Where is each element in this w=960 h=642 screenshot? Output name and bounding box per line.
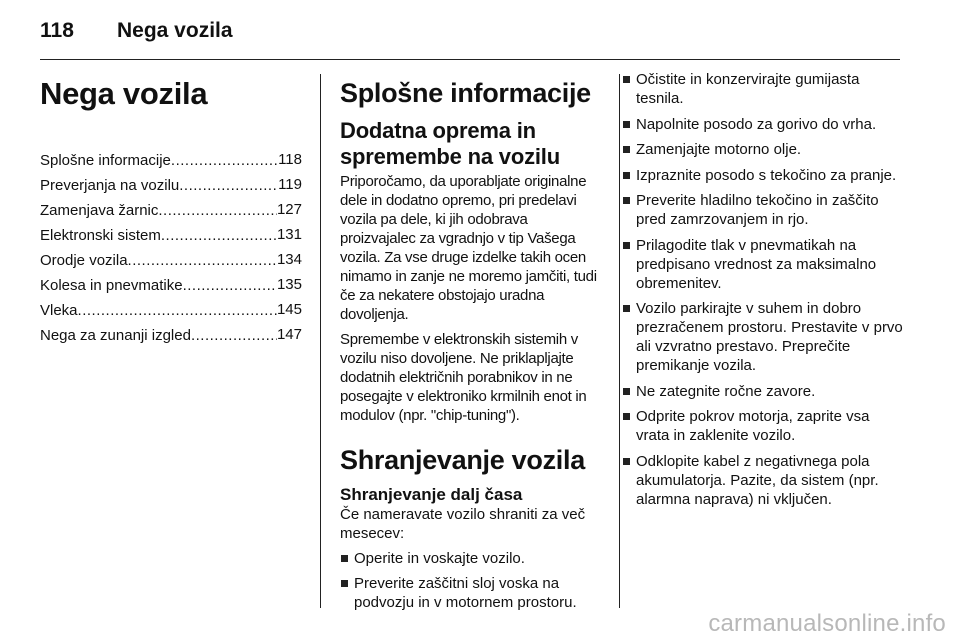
- list-item: Zamenjajte motorno olje.: [622, 140, 904, 159]
- column-divider-2: [619, 74, 620, 608]
- toc-leader: [78, 300, 277, 325]
- storage-checklist-part-2: [622, 70, 904, 509]
- toc-entry[interactable]: [40, 225, 302, 250]
- toc-leader: [183, 275, 277, 300]
- list-item: Očistite in konzervirajte gumijasta tesnila.: [622, 70, 904, 108]
- toc-entry-title: Zamenjava žarnic: [40, 202, 159, 219]
- list-item: Vozilo parkirajte v suhem in dobro prezračenem prostoru. Prestavite v prvo ali vzvratno prestavo. Preprečite premikanje vozila.: [622, 299, 904, 375]
- page-number: 118: [40, 19, 74, 42]
- toc-entry-title: Preverjanja na vozilu: [40, 177, 180, 194]
- list-item: Prilagodite tlak v pnevmatikah na predpisano vrednost za maksimalno obremenitev.: [622, 236, 904, 293]
- watermark: carmanualsonline.info: [708, 610, 946, 637]
- running-title: Nega vozila: [117, 19, 233, 42]
- toc-entry[interactable]: [40, 325, 302, 350]
- list-item: Ne zategnite ročne zavore.: [622, 382, 904, 401]
- list-item: Izpraznite posodo s tekočino za pranje.: [622, 166, 904, 185]
- list-item: Preverite hladilno tekočino in zaščito pred zamrzovanjem in rjo.: [622, 191, 904, 229]
- toc-entry-title: Kolesa in pnevmatike: [40, 277, 183, 294]
- toc-entry-page: 135: [276, 276, 302, 293]
- toc-entry[interactable]: [40, 300, 302, 325]
- content-column-1: [340, 70, 605, 618]
- list-item: Odklopite kabel z negativnega pola akumulatorja. Pazite, da sistem (npr. alarmna naprava) ni vključen.: [622, 452, 904, 509]
- toc-entry-title: Vleka: [40, 302, 78, 319]
- content-column-2: [622, 70, 904, 515]
- toc-entry-page: 131: [276, 226, 302, 243]
- paragraph-accessories: Priporočamo, da uporabljate originalne dele in dodatno opremo, pri predelavi vozila pa dele, ki jih odobrava proizvajalec za vgradnjo v tip Vašega vozila. Za vse druge izdelke takih ocen nimamo in zanje ne moremo jamčiti, tudi če za nekatere obstojajo uradna dovoljenja.: [340, 173, 597, 323]
- table-of-contents: [40, 150, 302, 350]
- toc-entry-page: 145: [276, 301, 302, 318]
- toc-leader: [161, 225, 277, 250]
- toc-entry[interactable]: [40, 275, 302, 300]
- toc-entry[interactable]: [40, 200, 302, 225]
- toc-entry-title: Splošne informacije: [40, 152, 171, 169]
- column-divider-1: [320, 74, 321, 608]
- subheading-accessories: Dodatna oprema in spremembe na vozilu: [340, 118, 560, 169]
- storage-checklist-part-1: [340, 549, 605, 612]
- toc-leader: [128, 250, 277, 275]
- paragraph-storage-intro: Če nameravate vozilo shraniti za več mesecev:: [340, 506, 586, 542]
- toc-entry[interactable]: [40, 175, 302, 200]
- chapter-column: [40, 70, 302, 350]
- toc-entry-page: 127: [276, 201, 302, 218]
- subheading-long-storage: Shranjevanje dalj časa: [340, 485, 523, 504]
- list-item: Operite in voskajte vozilo.: [340, 549, 605, 568]
- toc-entry-title: Nega za zunanji izgled: [40, 327, 191, 344]
- toc-entry-page: 119: [278, 176, 302, 193]
- toc-leader: [179, 175, 278, 200]
- header-rule: [40, 59, 900, 60]
- toc-entry-page: 134: [276, 251, 302, 268]
- toc-leader: [171, 150, 278, 175]
- paragraph-electronics: Spremembe v elektronskih sistemih v vozilu niso dovoljene. Ne priklapljajte dodatnih električnih porabnikov in ne posegajte v elektroniko krmilnih enot in modulov (npr. "chip-tuning").: [340, 331, 587, 424]
- page-header: [40, 16, 900, 52]
- toc-entry-title: Orodje vozila: [40, 252, 128, 269]
- toc-entry-page: 147: [276, 326, 302, 343]
- list-item: Odprite pokrov motorja, zaprite vsa vrata in zaklenite vozilo.: [622, 407, 904, 445]
- toc-entry-title: Elektronski sistem: [40, 227, 161, 244]
- toc-entry-page: 118: [278, 151, 302, 168]
- toc-leader: [158, 200, 277, 225]
- toc-entry[interactable]: [40, 150, 302, 175]
- list-item: Napolnite posodo za gorivo do vrha.: [622, 115, 904, 134]
- toc-leader: [191, 325, 277, 350]
- list-item: Preverite zaščitni sloj voska na podvozju in v motornem prostoru.: [340, 574, 605, 612]
- section-heading-general: Splošne informacije: [340, 78, 591, 108]
- section-heading-storage: Shranjevanje vozila: [340, 445, 585, 475]
- toc-entry[interactable]: [40, 250, 302, 275]
- chapter-title: Nega vozila: [40, 76, 208, 111]
